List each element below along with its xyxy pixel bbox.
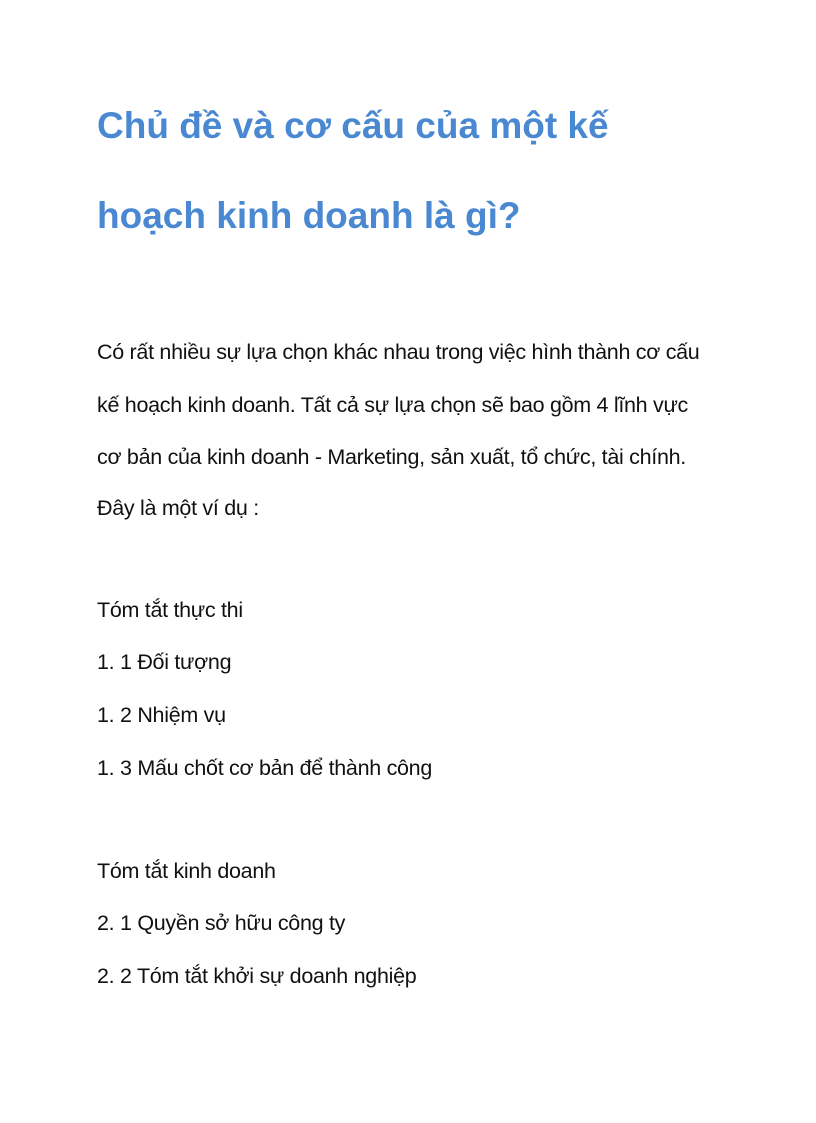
section-heading: Tóm tắt kinh doanh <box>97 859 276 883</box>
list-item: 1. 3 Mấu chốt cơ bản để thành công <box>97 756 432 780</box>
intro-line: Đây là một ví dụ : <box>97 496 259 520</box>
intro-line: Có rất nhiều sự lựa chọn khác nhau trong việc hình thành cơ cấu <box>97 340 700 364</box>
intro-line: kế hoạch kinh doanh. Tất cả sự lựa chọn sẽ bao gồm 4 lĩnh vực <box>97 393 689 417</box>
list-item: 2. 2 Tóm tắt khởi sự doanh nghiệp <box>97 964 417 988</box>
section-heading: Tóm tắt thực thi <box>97 598 243 622</box>
page-title-line-1: Chủ đề và cơ cấu của một kế <box>97 105 609 146</box>
page-title-line-2: hoạch kinh doanh là gì? <box>97 195 521 236</box>
list-item: 2. 1 Quyền sở hữu công ty <box>97 911 346 935</box>
intro-line: cơ bản của kinh doanh - Marketing, sản xuất, tổ chức, tài chính. <box>97 445 686 469</box>
list-item: 1. 2 Nhiệm vụ <box>97 703 226 727</box>
list-item: 1. 1 Đối tượng <box>97 650 232 674</box>
